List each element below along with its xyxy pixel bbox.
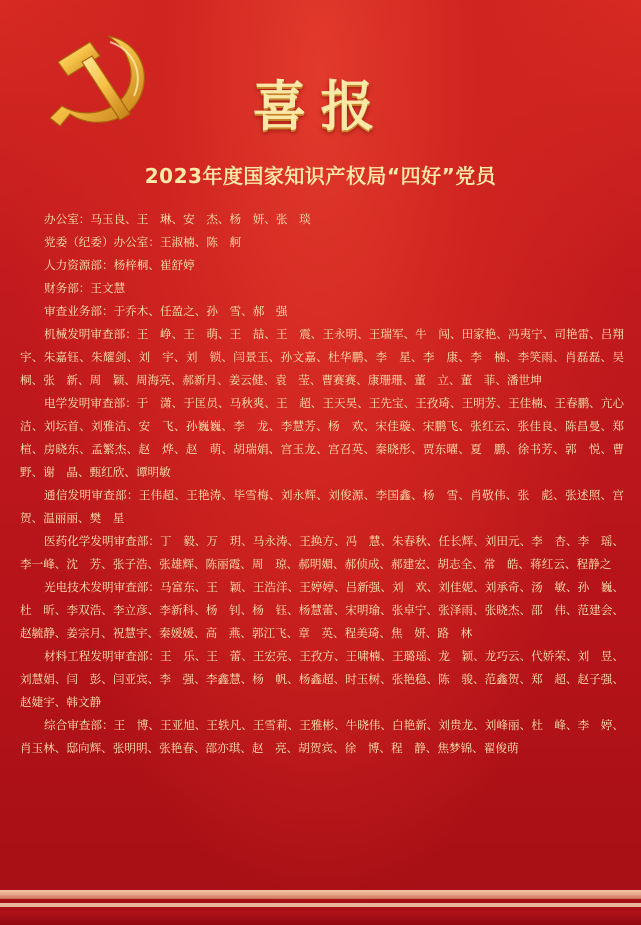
department-section — [20, 392, 636, 484]
department-label: 人力资源部： — [44, 258, 114, 272]
department-label: 办公室： — [44, 212, 91, 226]
department-section — [20, 300, 624, 323]
department-section — [20, 714, 624, 760]
department-section — [20, 254, 624, 277]
page-subtitle: 2023年度国家知识产权局“四好”党员 — [144, 164, 497, 188]
department-label: 光电技术发明审查部： — [44, 580, 160, 594]
member-names: 马玉良、王 琳、安 杰、杨 妍、张 琰 — [90, 212, 311, 226]
department-section — [20, 277, 624, 300]
member-names: 王 峥、王 萌、王 喆、王 震、王永明、王瑞军、牛 闯、田家艳、冯夷宁、司艳雷、吕翔宇、朱嘉钰、朱耀剑、刘 宇、刘 锁、闫景玉、孙文嘉、杜华鹏、李 星、李 康、李 楠、李笑雨、肖磊磊、吴 桐、张 新、周 颖、周海亮、郝新月、姜云健、袁 莹、曹赛赛、康珊珊、董 立、董 菲、潘世坤 — [20, 327, 636, 387]
department-label: 材料工程发明审查部： — [44, 649, 160, 663]
department-section — [20, 208, 624, 231]
member-names: 王 博、王亚旭、王轶凡、王雪莉、王雅彬、牛晓伟、白艳新、刘贵龙、刘峰丽、杜 峰、李 婷、肖玉林、邸向辉、张明明、张艳春、邵亦琪、赵 亮、胡贺宾、徐 博、程 静、焦梦锦、翟俊萌 — [20, 718, 624, 755]
department-section — [20, 530, 624, 576]
member-names: 王文慧 — [90, 281, 126, 295]
member-names: 王伟超、王艳涛、毕雪梅、刘永辉、刘俊源、李国鑫、杨 雪、肖敬伟、张 彪、张述照、宫 贺、温丽丽、樊 星 — [20, 488, 636, 525]
department-label: 审查业务部： — [44, 304, 114, 318]
department-section — [20, 484, 636, 530]
department-label: 综合审查部： — [44, 718, 114, 732]
member-names: 马富东、王 颖、王浩洋、王婷婷、吕新强、刘 欢、刘佳妮、刘承奇、汤 敏、孙 巍、杜 昕、李双浩、李立彦、李新科、杨 钊、杨 钰、杨慧蕾、宋明瑜、张卓宁、张泽雨、张晓杰、邵 伟、范建会、赵毓静、姜宗月、祝慧宇、秦媛媛、高 燕、郭江飞、章 英、程美琦、焦 妍、路 林 — [20, 580, 624, 640]
member-names: 王 乐、王 蕾、王宏亮、王孜方、王啸楠、王璐瑶、龙 颖、龙巧云、代娇荣、刘 昱、刘慧娟、闫 彭、闫亚宾、李 强、李鑫慧、杨 帆、杨鑫超、时玉树、张艳稳、陈 骏、范鑫贺、郑 超、赵子强、赵婕宇、韩文静 — [20, 649, 624, 709]
member-names: 王淑楠、陈 舸 — [159, 235, 242, 249]
department-section — [20, 231, 624, 254]
department-section — [20, 323, 636, 392]
member-names: 丁 毅、万 玥、马永涛、王换方、冯 慧、朱春秋、任长辉、刘田元、李 杏、李 瑶、李一峰、沈 芳、张子浩、张雄辉、陈丽霞、周 琼、郝明媚、郝侦成、郝建宏、胡志全、常 皓、蒋红云、程静之 — [20, 534, 624, 571]
department-section — [20, 576, 624, 645]
department-label: 电学发明审查部： — [44, 396, 137, 410]
department-label: 党委（纪委）办公室： — [44, 235, 160, 249]
page-title: 喜报 — [252, 74, 389, 138]
department-label: 通信发明审查部： — [44, 488, 139, 502]
member-names: 杨梓桐、崔舒婷 — [113, 258, 195, 272]
department-label: 机械发明审查部： — [44, 327, 137, 341]
member-list — [20, 208, 636, 760]
department-section — [20, 645, 624, 714]
department-label: 医药化学发明审查部： — [44, 534, 160, 548]
bottom-footer-band — [0, 911, 641, 925]
department-label: 财务部： — [44, 281, 91, 295]
member-names: 于乔木、任盈之、孙 雪、郝 强 — [113, 304, 288, 318]
member-names: 于 潇、于匡员、马秋爽、王 超、王天昊、王先宝、王孜琦、王明芳、王佳楠、王春鹏、亢心洁、刘坛首、刘雅洁、安 飞、孙巍巍、李 龙、李慧芳、杨 欢、宋佳璇、宋鹏飞、张红云、张佳良、陈昌曼、郑 楦、房晓东、孟繁杰、赵 烨、赵 萌、胡瑞娟、宫玉龙、宫召英、秦晓彤、贾东曜、夏 鹏、徐书芳、郭 悦、曹 野、谢 晶、甄红欣、谭明敏 — [20, 396, 636, 479]
bottom-divider — [0, 890, 641, 899]
bottom-divider-thin — [0, 903, 641, 907]
